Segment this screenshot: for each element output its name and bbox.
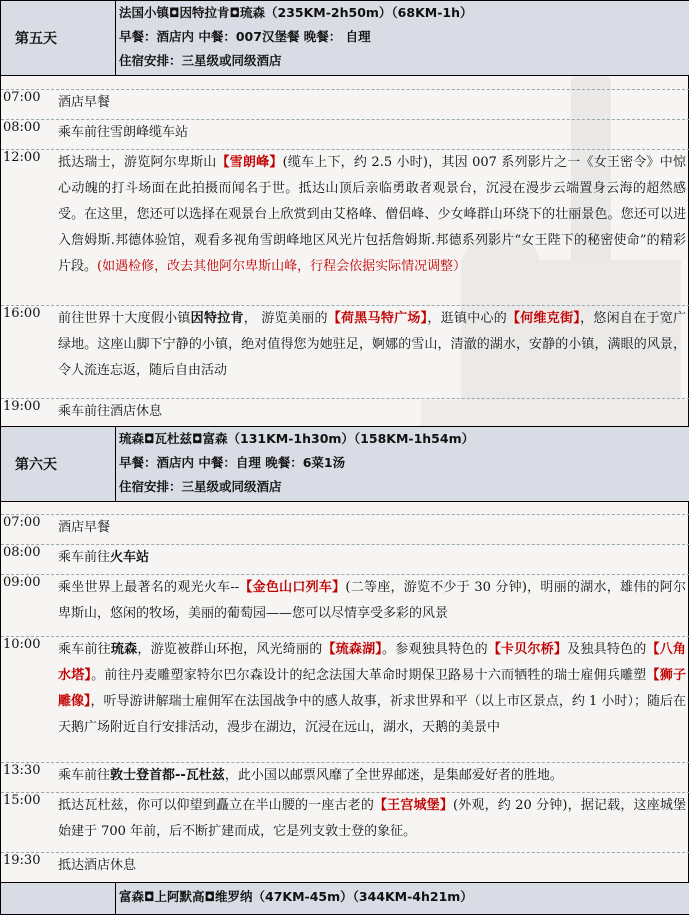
day5-item-1200 — [1, 149, 689, 274]
item-time: 07:00 — [3, 515, 41, 530]
item-text: 抵达瑞士，游览阿尔卑斯山【雪朗峰】(缆车上下，约 2.5 小时)，其因 007 系列影片之一《女王密令》中惊心动魄的打斗场面在此拍摄而闻名于世。抵达山顶后亲临勇敢者观景台，沉浸在漫步云端置身云海的超然感受。在这里，您还可以选择在观景台上欣赏到由艾格峰、僧侣峰、少女峰群山环绕下的壮丽景色。您还可以进入詹姆斯.邦德体验馆，观看多视角雪朗峰地区风光片包括詹姆斯.邦德系列影片“女王陛下的秘密使命”的精彩片段。(如遇检修，改去其他阿尔卑斯山峰，行程会依据实际情况调整） — [58, 155, 686, 274]
day6-meals: 早餐：酒店内 中餐：自理 晚餐：6菜1汤 — [119, 455, 346, 470]
day6-item-1930 — [1, 852, 689, 873]
item-time: 13:30 — [3, 763, 41, 778]
item-text: 乘车前往敦士登首都--瓦杜兹，此小国以邮票风靡了全世界邮迷，是集邮爱好者的胜地。 — [58, 768, 563, 783]
attraction-highlight: 【何维克街】 — [507, 311, 581, 326]
attraction-highlight: 【八角水塔】 — [58, 642, 686, 683]
day5-item-1600 — [1, 305, 689, 378]
item-text: 抵达瓦杜兹，你可以仰望到矗立在半山腰的一座古老的【王宫城堡】(外观，约 20 分钟)，据记载，这座城堡始建于 700 年前，后不断扩建而成，它是列支敦士登的象征。 — [58, 798, 686, 839]
item-text: 乘坐世界上最著名的观光火车--【金色山口列车】(二等座，游览不少于 30 分钟)，明丽的湖水，雄伟的阿尔卑斯山，悠闲的牧场，美丽的葡萄园——您可以尽情享受多彩的风景 — [58, 580, 686, 621]
item-time: 15:00 — [3, 793, 41, 808]
day6-item-0900 — [1, 574, 689, 621]
item-text: 乘车前往雪朗峰缆车站 — [58, 125, 189, 140]
item-text: 乘车前往火车站 — [58, 550, 150, 565]
day6-item-1500 — [1, 792, 689, 839]
day6-item-1000 — [1, 636, 689, 735]
day5-item-0700 — [1, 89, 689, 110]
attraction-highlight: 【荷黑马特广场】 — [327, 311, 428, 326]
attraction-highlight: 【金色山口列车】 — [239, 580, 346, 595]
day5-route: 法国小镇◘因特拉肯◘琉森（235KM-2h50m）（68KM-1h） — [119, 5, 473, 20]
item-time: 16:00 — [3, 306, 41, 321]
maintenance-note: (如遇检修，改去其他阿尔卑斯山峰，行程会依据实际情况调整） — [97, 259, 467, 274]
day7-header — [1, 882, 689, 915]
day5-hotel: 住宿安排：三星级或同级酒店 — [119, 53, 282, 68]
attraction-highlight: 【琉森湖】 — [322, 642, 383, 657]
attraction-highlight: 【卡贝尔桥】 — [487, 642, 568, 657]
item-text: 酒店早餐 — [58, 520, 111, 535]
item-time: 07:00 — [3, 90, 41, 105]
item-time: 08:00 — [3, 120, 41, 135]
item-text: 抵达酒店休息 — [58, 858, 137, 873]
attraction-highlight: 【雪朗峰】 — [216, 155, 283, 170]
day6-item-0700 — [1, 514, 689, 535]
day7-route: 富森◘上阿默高◘维罗纳（47KM-45m）（344KM-4h21m） — [119, 889, 473, 904]
day6-item-1330 — [1, 762, 689, 783]
item-time: 19:00 — [3, 399, 41, 414]
day6-hotel: 住宿安排：三星级或同级酒店 — [119, 479, 282, 494]
day5-header — [1, 0, 689, 76]
item-text: 乘车前往琉森，游览被群山环抱，风光绮丽的【琉森湖】。参观独具特色的【卡贝尔桥】及独具特色的【八角水塔】。前往丹麦雕塑家特尔巴尔森设计的纪念法国大革命时期保卫路易十六而牺牲的瑞士雇佣兵雕塑【狮子雕像】，听导游讲解瑞士雇佣军在法国战争中的感人故事，祈求世界和平（以上市区景点，约 1 小时）；随后在天鹅广场附近自行安排活动，漫步在湖边，沉浸在远山，湖水，天鹅的美景中 — [58, 642, 686, 735]
day6-route: 琉森◘瓦杜兹◘富森（131KM-1h30m）（158KM-1h54m） — [119, 431, 475, 446]
day5-item-1900 — [1, 398, 689, 419]
item-text: 前往世界十大度假小镇因特拉肯， 游览美丽的【荷黑马特广场】，逛镇中心的【何维克街】，悠闲自在于宽广绿地。这座山脚下宁静的小镇，绝对值得您为她驻足，婀娜的雪山，清澈的湖水，安静的小镇，满眼的风景，令人流连忘返，随后自由活动 — [58, 311, 686, 378]
item-time: 12:00 — [3, 150, 41, 165]
item-text: 乘车前往酒店休息 — [58, 404, 163, 419]
day6-item-0800 — [1, 544, 689, 565]
day5-meals: 早餐：酒店内 中餐：007汉堡餐 晚餐： 自理 — [119, 29, 371, 44]
item-time: 10:00 — [3, 637, 41, 652]
day5-label: 第五天 — [1, 1, 116, 75]
item-time: 08:00 — [3, 545, 41, 560]
attraction-highlight: 【狮子雕像】 — [58, 668, 686, 709]
day5-item-0800 — [1, 119, 689, 140]
day6-label: 第六天 — [1, 427, 116, 501]
day6-header — [1, 426, 689, 502]
item-time: 19:30 — [3, 853, 41, 868]
day7-label — [1, 883, 116, 914]
item-text: 酒店早餐 — [58, 95, 111, 110]
item-time: 09:00 — [3, 575, 41, 590]
attraction-highlight: 【王宫城堡】 — [374, 798, 454, 813]
